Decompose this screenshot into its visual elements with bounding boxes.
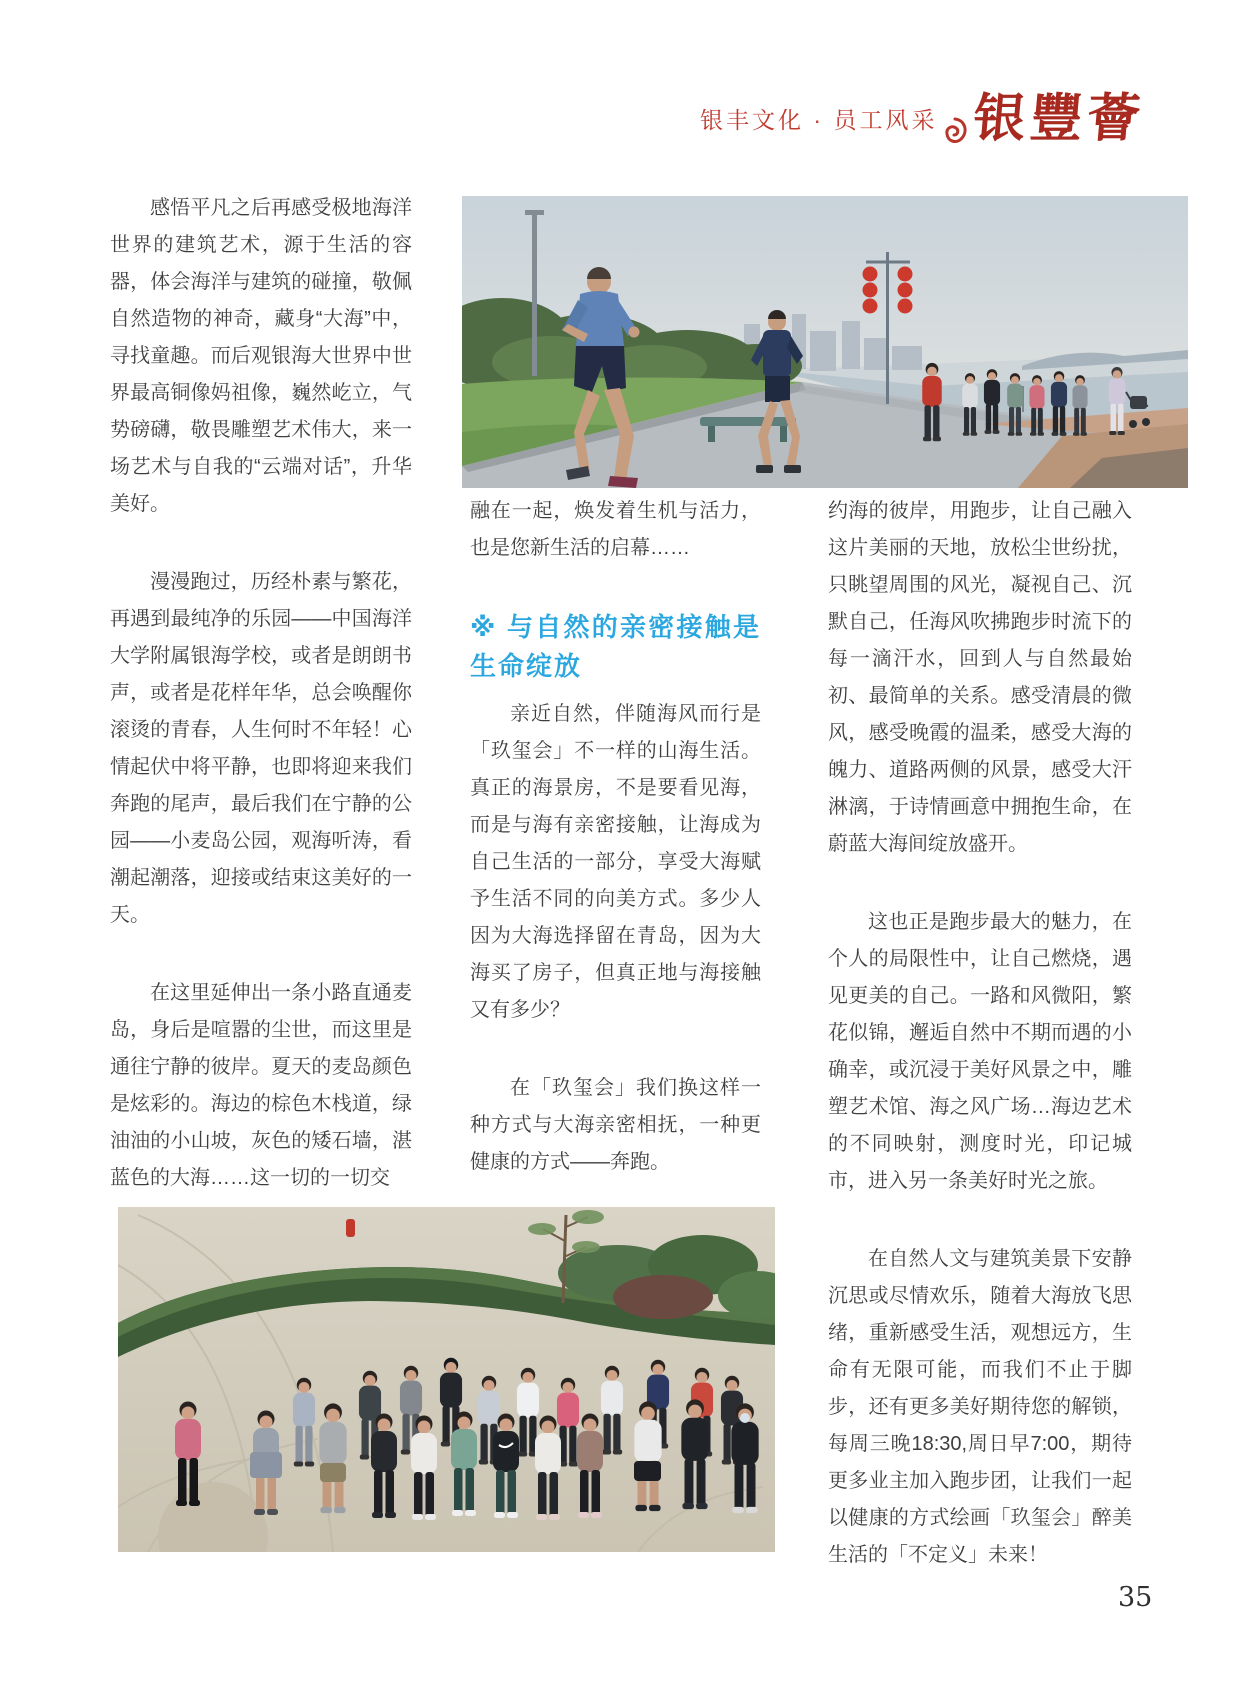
paragraph: 亲近自然，伴随海风而行是「玖玺会」不一样的山海生活。真正的海景房，不是要看见海，而是与海有亲密接触，让海成为自己生活的一部分，享受大海赋予生活不同的向美方式。多少人因为大海选择留在青岛，因为大海买了房子，但真正地与海接触又有多少？ <box>470 703 761 1021</box>
paragraph: 在自然人文与建筑美景下安静沉思或尽情欢乐，随着大海放飞思绪，重新感受生活，观想远方，生命有无限可能，而我们不止于脚步，还有更多美好期待您的解锁，每周三晚18:30,周日早7:00，期待更多业主加入跑步团，让我们一起以健康的方式绘画「玖玺会」醉美生活的「不定义」未来！ <box>828 1248 1132 1566</box>
group-photo-illustration <box>118 1207 775 1552</box>
section-label: 银丰文化 · 员工风采 <box>700 107 938 133</box>
magazine-logo-text: 银豐薈 <box>970 88 1148 149</box>
seaside-jog-illustration <box>462 196 1188 488</box>
page-number: 35 <box>1118 1582 1153 1613</box>
article-column-3 <box>828 493 1132 1615</box>
paragraph: 这也正是跑步最大的魅力，在个人的局限性中，让自己燃烧，遇见更美的自己。一路和风微阳，繁花似锦，邂逅自然中不期而遇的小确幸，或沉浸于美好风景之中，雕塑艺术馆、海之风广场…海边艺术的不同映射，测度时光，印记城市，进入另一条美好时光之旅。 <box>828 911 1132 1192</box>
article-column-1 <box>110 190 412 1238</box>
paragraph: 在这里延伸出一条小路直通麦岛，身后是喧嚣的尘世，而这里是通往宁静的彼岸。夏天的麦岛颜色是炫彩的。海边的棕色木栈道，绿油油的小山坡，灰色的矮石墙，湛蓝色的大海……这一切的一切交 <box>110 982 412 1189</box>
article-column-2 <box>470 493 761 1300</box>
photo-group-runners <box>118 1207 775 1552</box>
swirl-logo-icon <box>942 116 970 150</box>
paragraph: 约海的彼岸，用跑步，让自己融入这片美丽的天地，放松尘世纷扰，只眺望周围的风光，凝视自己、沉默自己，任海风吹拂跑步时流下的每一滴汗水，回到人与自然最始初、最简单的关系。感受清晨的微风，感受晚霞的温柔，感受大海的魄力、道路两侧的风景，感受大汗淋漓，于诗情画意中拥抱生命，在蔚蓝大海间绽放盛开。 <box>828 500 1132 855</box>
paragraph: 漫漫跑过，历经朴素与繁花，再遇到最纯净的乐园——中国海洋大学附属银海学校，或者是朗朗书声，或者是花样年华，总会唤醒你滚烫的青春，人生何时不年轻！心情起伏中将平静，也即将迎来我们奔跑的尾声，最后我们在宁静的公园——小麦岛公园，观海听涛，看潮起潮落，迎接或结束这美好的一天。 <box>110 571 412 926</box>
paragraph: 在「玖玺会」我们换这样一种方式与大海亲密相抚，一种更健康的方式——奔跑。 <box>470 1077 761 1173</box>
section-heading: ※ 与自然的亲密接触是生命绽放 <box>470 612 761 681</box>
paragraph: 融在一起，焕发着生机与活力，也是您新生活的启幕…… <box>470 500 761 559</box>
photo-joggers-seaside <box>462 196 1188 488</box>
paragraph: 感悟平凡之后再感受极地海洋世界的建筑艺术，源于生活的容器，体会海洋与建筑的碰撞，敬佩自然造物的神奇，藏身“大海”中，寻找童趣。而后观银海大世界中世界最高铜像妈祖像，巍然屹立，气势磅礴，敬畏雕塑艺术伟大，来一场艺术与自我的“云端对话”，升华美好。 <box>110 197 412 515</box>
